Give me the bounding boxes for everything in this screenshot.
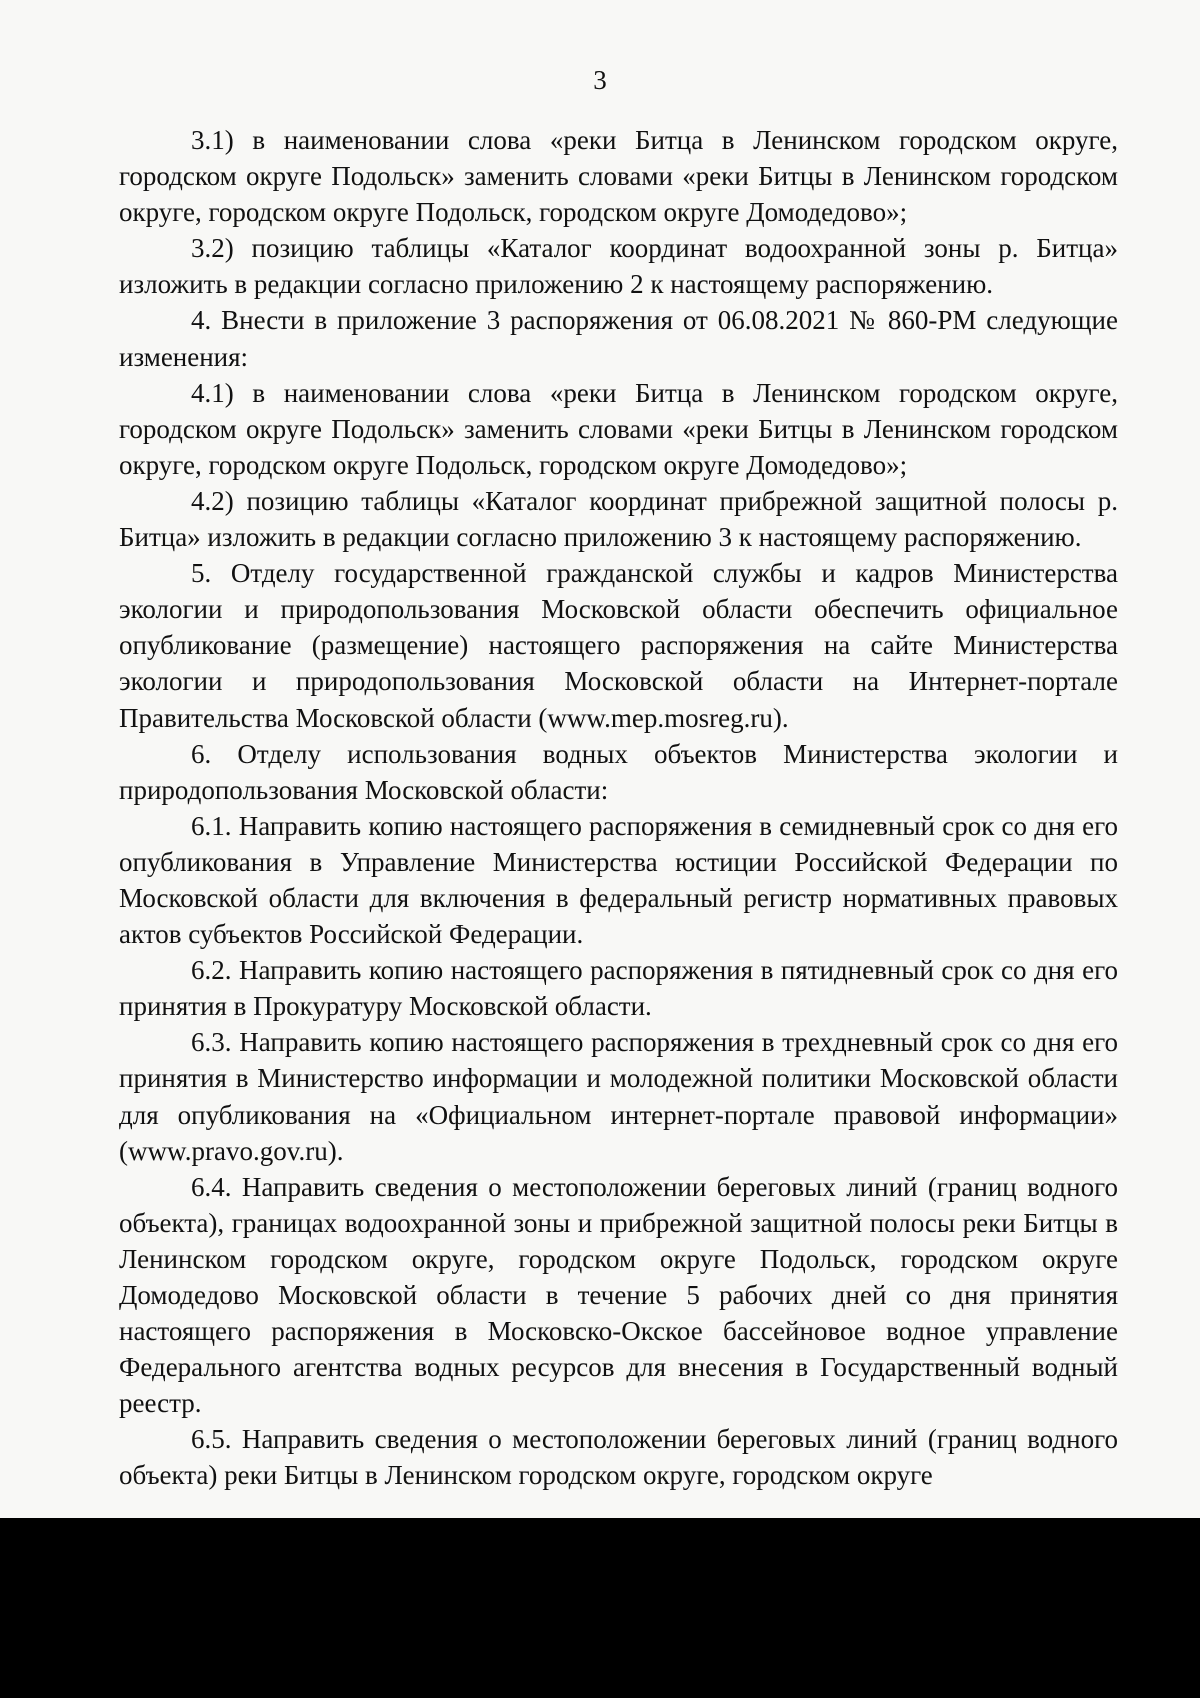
paragraph-3-1: 3.1) в наименовании слова «реки Битца в Ленинском городском округе, городском округе Подольск» заменить словами «реки Битцы в Ленинском городском округе, городском округе Подольск, городском округе Домодедово»;: [119, 125, 1118, 228]
paragraph-6-5: 6.5. Направить сведения о местоположении береговых линий (границ водного объекта) реки Битцы в Ленинском городском округе, городском округе: [119, 1424, 1118, 1491]
paragraph-3-2: 3.2) позицию таблицы «Каталог координат водоохранной зоны р. Битца» изложить в редакции согласно приложению 2 к настоящему распоряжению.: [119, 233, 1118, 300]
paragraph-5: 5. Отделу государственной гражданской службы и кадров Министерства экологии и природопользования Московской области обеспечить официальное опубликование (размещение) настоящего распоряжения на сайте Министерства экологии и природопользования Московской области на Интернет-портале Правительства Московской области (www.mep.mosreg.ru).: [119, 558, 1118, 733]
paragraph-6-4: 6.4. Направить сведения о местоположении береговых линий (границ водного объекта), границах водоохранной зоны и прибрежной защитной полосы реки Битцы в Ленинском городском округе, городском округе Подольск, городском округе Домодедово Московской области в течение 5 рабочих дней со дня принятия настоящего распоряжения в Московско-Окское бассейновое водное управление Федерального агентства водных ресурсов для внесения в Государственный водный реестр.: [119, 1171, 1118, 1419]
scan-bottom-band: [0, 1518, 1200, 1698]
paragraph-4: 4. Внести в приложение 3 распоряжения от 06.08.2021 № 860-РМ следующие изменения:: [119, 305, 1118, 372]
paragraph-6: 6. Отделу использования водных объектов Министерства экологии и природопользования Московской области:: [119, 738, 1118, 805]
page-number: 3: [593, 65, 607, 95]
paragraph-6-3: 6.3. Направить копию настоящего распоряжения в трехдневный срок со дня его принятия в Министерство информации и молодежной политики Московской области для опубликования на «Официальном интернет-портале правовой информации» (www.pravo.gov.ru).: [119, 1027, 1118, 1166]
paragraph-4-2: 4.2) позицию таблицы «Каталог координат прибрежной защитной полосы р. Битца» изложить в редакции согласно приложению 3 к настоящему распоряжению.: [119, 485, 1118, 553]
paragraph-6-1: 6.1. Направить копию настоящего распоряжения в семидневный срок со дня его опубликования в Управление Министерства юстиции Российской Федерации по Московской области для включения в федеральный регистр нормативных правовых актов субъектов Российской Федерации.: [119, 810, 1118, 950]
document-body: [119, 122, 1118, 1494]
paragraph-4-1: 4.1) в наименовании слова «реки Битца в Ленинском городском округе, городском округе Подольск» заменить словами «реки Битцы в Ленинском городском округе, городском округе Подольск, городском округе Домодедово»;: [119, 377, 1118, 480]
paragraph-6-2: 6.2. Направить копию настоящего распоряжения в пятидневный срок со дня его принятия в Прокуратуру Московской области.: [119, 955, 1118, 1022]
